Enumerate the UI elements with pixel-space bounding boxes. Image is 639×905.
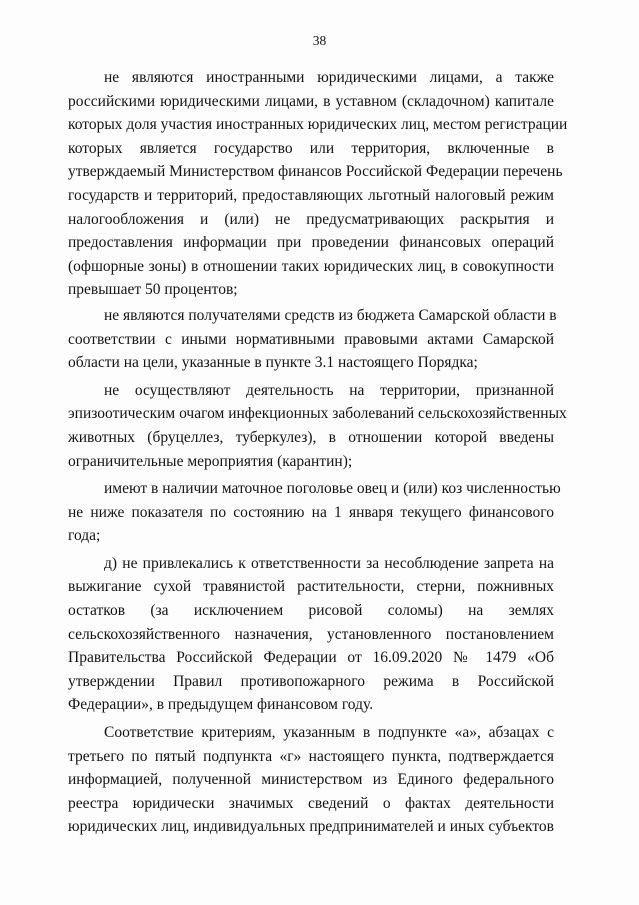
- text-line: д) не привлекались к ответственности за несоблюдение запрета на: [104, 554, 554, 572]
- text-line: утверждении Правил противопожарного режима в Российской: [68, 672, 554, 690]
- text-line: Соответствие критериям, указанным в подпункте «а», абзацах с: [104, 724, 554, 742]
- text-line: выжигание сухой травянистой растительности, стерни, пожнивных: [68, 578, 554, 596]
- paragraph-foreign-entities: [68, 66, 568, 302]
- text-line: предоставления информации при проведении финансовых операций: [68, 234, 554, 252]
- text-line: не ниже показателя по состоянию на 1 января текущего финансового: [68, 503, 554, 521]
- paragraph-livestock: [68, 477, 561, 548]
- text-line: утверждаемый Министерством финансов Российской Федерации перечень: [68, 163, 563, 181]
- text-line: имеют в наличии маточное поголовье овец и (или) коз численностью: [104, 480, 561, 498]
- paragraph-criteria-confirmation: [68, 721, 554, 839]
- text-line: эпизоотическим очагом инфекционных заболеваний сельскохозяйственных: [68, 405, 567, 423]
- text-line: сельскохозяйственного назначения, установленного постановлением: [68, 625, 554, 643]
- text-line: ограничительные мероприятия (карантин);: [68, 452, 353, 470]
- text-line: не являются получателями средств из бюджета Самарской области в: [104, 306, 557, 324]
- text-line: налогообложения и (или) не предусматривающих раскрытия и: [68, 210, 554, 228]
- text-line: Правительства Российской Федерации от 16.09.2020 № 1479 «Об: [68, 649, 554, 667]
- text-line: остатков (за исключением рисовой соломы) на землях: [68, 602, 554, 620]
- text-line: года;: [68, 527, 101, 545]
- paragraph-epizootic-zone: [68, 379, 567, 473]
- text-line: превышает 50 процентов;: [68, 281, 238, 299]
- text-line: государств и территорий, предоставляющих льготный налоговый режим: [68, 186, 554, 204]
- paragraph-budget-recipients: [68, 304, 557, 375]
- text-line: которых доля участия иностранных юридических лиц, местом регистрации: [68, 116, 568, 134]
- text-line: юридических лиц, индивидуальных предпринимателей и иных субъектов: [68, 818, 554, 836]
- text-line: Федерации», в предыдущем финансовом году.: [68, 696, 374, 714]
- document-body: [68, 66, 568, 839]
- text-line: российскими юридическими лицами, в уставном (складочном) капитале: [68, 92, 554, 110]
- text-line: реестра юридически значимых сведений о фактах деятельности: [68, 794, 554, 812]
- text-line: не являются иностранными юридическими лицами, а также: [104, 69, 554, 86]
- text-line: которых является государство или территория, включенные в: [68, 139, 554, 157]
- text-line: не осуществляют деятельность на территории, признанной: [104, 381, 554, 399]
- text-line: (офшорные зоны) в отношении таких юридических лиц, в совокупности: [68, 257, 554, 275]
- paragraph-fire-safety: [68, 552, 554, 717]
- text-line: третьего по пятый подпункта «г» настоящего пункта, подтверждается: [68, 747, 554, 765]
- text-line: области на цели, указанные в пункте 3.1 настоящего Порядка;: [68, 354, 478, 372]
- text-line: соответствии с иными нормативными правовыми актами Самарской: [68, 330, 554, 348]
- text-line: животных (бруцеллез, туберкулез), в отношении которой введены: [68, 428, 554, 446]
- text-line: информацией, полученной министерством из Единого федерального: [68, 771, 554, 789]
- page-number: 38: [312, 33, 327, 48]
